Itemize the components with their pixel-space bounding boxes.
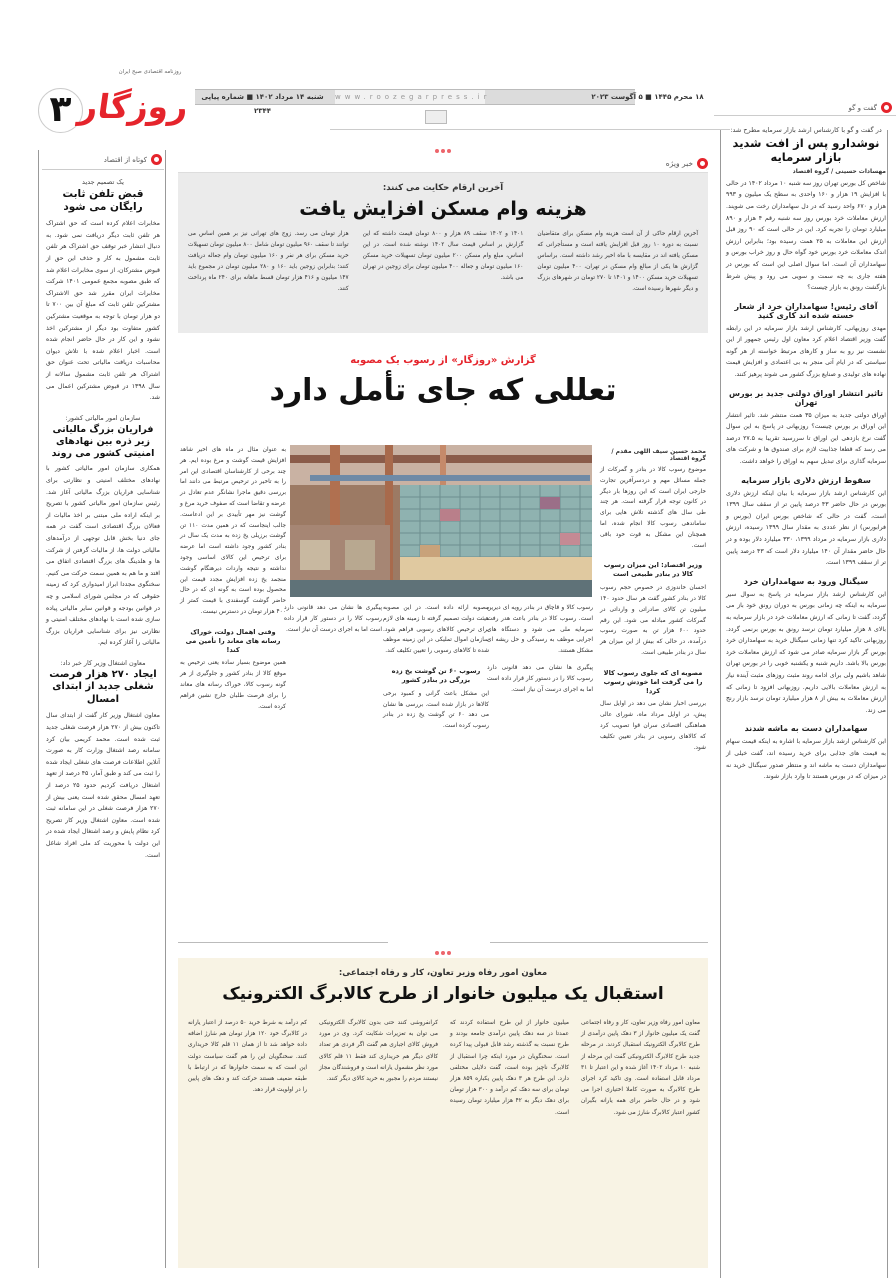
article-kicker: یک تصمیم جدید bbox=[82, 178, 124, 186]
article-subhead: مصوبه ای که جلوی رسوب کالا را می گرفت اما خودش رسوب کرد! bbox=[603, 668, 703, 695]
special-news-headline[interactable]: هزینه وام مسکن افزایش یافت bbox=[299, 198, 587, 220]
article-body: به عنوان مثال در ماه های اخیر شاهد افزایش قیمت گوشت و مرغ بوده ایم. هر چند برخی از کارشناسان اقتصادی این امر را به تاخیر در ترخیص مرتبط می دانند اما بررسی دقیق ماجرا نشانگر عدم تعادل در عرضه و تقاضا است که صفوف خرید مرغ و گوشت نیز مهر تأییدی بر این ادعاست. جالب اینجاست که در همین مدت ۱۱۰ تن گوشت برزیلی یخ زده به مدت یک سال در بنادر کشور وجود داشته است اما عرضه برای ترخیص این کالای اساسی وجود نداشته و نتیجه واردات دیرهنگام گوشت منجمد یخ زده افزایش مجدد قیمت این محصول بوده است به گونه ای که در حال حاضر گوشت گوسفندی با قیمت کمتر از ۴۰۰ هزار تومان در دسترس نیست. bbox=[180, 447, 286, 615]
special-news-column: ۱۴۰۱ و ۱۴۰۲ سقف ۸۹ هزار و ۸۰۰ تومان قیمت داشته که این گزارش بر اساس قیمت سال ۱۴۰۲ نوشته شده است. در این اساس، مبلغ وام مسکن ۲۰۰ میلیون تومان تسهیلات خرید مسکن ۱۶۰ میلیون تومان و جعاله ۴۰۰ میلیون تومان برای زوجین در تهران می باشد. bbox=[362, 231, 524, 281]
container-ship-photo bbox=[290, 445, 592, 597]
newspaper-tagline: روزنامه اقتصادی صبح ایران bbox=[118, 69, 182, 75]
article-body: این کارشناس ارشد بازار سرمایه با بیان اینکه ارزش دلاری بورس در حال حاضر ۴۳ درصد پایین تر از سقف سال ۱۳۹۹ است، گفت در حالی که شاخص بورس ایران (بورس و فرابورس) از نظر عددی به مقدار سال ۱۳۹۹ رسیده، ارزش دلاری بازار سرمایه در مرداد ۱۳۹۹، ۳۳۰ میلیارد دلار بوده و در حال حاضر مقدار آن ۱۴۰ میلیارد دلار است که ۴۳ درصد پایین تر از سقف ۱۳۹۹ است. bbox=[726, 489, 887, 567]
newspaper-thumbnail-icon bbox=[425, 110, 447, 124]
bottom-feature-columns bbox=[188, 1018, 700, 1263]
special-news-columns bbox=[188, 229, 698, 327]
article-subhead: رسوب ۶۰ تن گوشت یخ زده بزرگی در بنادر کشور bbox=[391, 666, 481, 684]
main-report-column-right bbox=[600, 445, 706, 753]
page-number: ۳ bbox=[38, 88, 83, 133]
section-divider bbox=[178, 942, 388, 943]
article-body: معاون اشتغال وزیر کار گفت از ابتدای سال تاکنون بیش از ۲۷۰ هزار فرصت شغلی جدید ثبت شده است. محمد کریمی بیان کرد سامانه رصد اشتغال وزارت کار به صورت آنلاین اطلاعات فرصت های شغلی ایجاد شده را ثبت می کند و طبق آمار، ۴۵ درصد از تعهد اشتغال دریافت کردیم حدود ۲۵ درصد از تعهد امسال محقق شده است یعنی بیش از ۲۷۰ هزار فرصت شغلی در این سامانه ثبت شده است. معاون اشتغال وزیر کار تصریح کرد نظام پایش و رصد اشتغال ایجاد شده در این دولت با محوریت کد ملی افراد شاغل است. bbox=[46, 712, 160, 859]
right-column-content bbox=[714, 116, 896, 783]
article-subhead: سیگنال ورود به سهامداران خرد bbox=[743, 576, 869, 586]
left-column-content bbox=[42, 170, 164, 861]
article-body: مخابرات اعلام کرده است که حق اشتراک هر تلفن ثابت دیگر دریافت نمی شود. به دنبال انتشار خبر توقف حق اشتراک هر تلفن ثابت مشمول به کار و حذف این حق از قبوض مشترکان، از سوی مخابرات اعلام شد که طبق مصوبه مجمع عمومی ۱۴۰۱ شرکت مخابرات ایران مقرر شد حق الاشتراک مشترکین تلفن ثابت که مبلغ آن بین ۷۰۰ تا دو هزار تومان با توجه به موقعیت مشترکین کشور متفاوت بود دیگر از مشترکین اخذ نشود و این کار در حال حاضر انجام شده است. اخبار اعلام شده با تلاش دیوان محاسبات دریافت مالیاتی تحت عنوان حق اشتراک هر تلفن ثابت مشمول سالانه از سال ۱۳۹۸ در قبوض مشترکین اعمال می شد. bbox=[46, 220, 160, 402]
decorative-dots-icon bbox=[422, 138, 452, 142]
main-report-kicker: گزارش «روزگار» از رسوب یک مصوبه bbox=[350, 355, 536, 366]
divider-dots-icon bbox=[420, 940, 466, 945]
section-header-goftogoo bbox=[714, 100, 896, 116]
section-header-short-economy bbox=[42, 150, 164, 170]
article-body: همین موضوع بسیار ساده یعنی ترخیص به موقع کالا از بنادر کشور و جلوگیری از هر گونه رسوب کالا، خوراک رسانه های معاند را برای فرصت طلبان خارج نشین فراهم کرده است. bbox=[180, 660, 286, 710]
section-bullet-icon bbox=[697, 158, 708, 169]
article-headline[interactable]: فراریان بزرگ مالیاتی زیر ذره بین نهادهای امنیتی کشور می روند bbox=[51, 423, 155, 459]
bottom-feature-column: کم درآمد به شرط خرید ۵۰ درصد از اعتبار یارانه در کالابرگ خود ۱۲۰ هزار تومان هم شارژ اضافه داده خواهد شد تا از همان ۱۱ قلم کالا خریداری کنند. سخنگویان این را هم گفت سیاست دولت این است که به سمت خانوارها که در ارتباط با طبقه ضعیف هستند حرکت کند و دهک های پایین را در اولویت قرار دهد. bbox=[188, 1020, 308, 1094]
left-column bbox=[42, 150, 164, 861]
section-label: خبر ویژه bbox=[665, 159, 693, 168]
website-link[interactable]: www.roozegarpress.ir bbox=[335, 90, 485, 104]
article-subhead: تاثیر انتشار اوراق دولتی جدید بر بورس تهران bbox=[728, 388, 884, 407]
bottom-feature-column: کرانفروشی کنند حتی بدون کالابرگ الکترونیکی می توان به تعزیرات شکایت کرد. وی در مورد فروش کالای اجباری هم گفت اگر فردی هر تعداد کالای دیگر هم خریداری کند فقط ۱۱ قلم کالای مورد نظر مشمول یارانه است و فروشندگان مجاز نیستند مردم را مجبور به خرید کالای دیگر کنند. bbox=[319, 1020, 438, 1083]
special-news-column: آخرین ارقام حاکی از آن است هزینه وام مسکن برای متقاضیان نسبت به دوره ۱۰ روز قبل افزایش یافته است و مستأجرانی که مسکن یافته اند در مقایسه با ماه اخیر رشد داشته است. براساس گزارش ها یکی از مبالغ وام مسکن در تهران، ۴۰۰ میلیون تومان تسهیلات خرید مسکن ۱۴۰۰ و ۱۴۰۱ تا ۲۷۰ تومان در شهرهای بزرگ و دیگر شهرها رسیده است. bbox=[537, 231, 699, 292]
article-body: همکاری سازمان امور مالیاتی کشور با نهادهای مختلف امنیتی و نظارتی برای شناسایی فراریان بزرگ مالیاتی آغاز شد. رئیس سازمان امور مالیاتی کشور با تصریح بر اینکه اراده ملی مبتنی بر اخذ مالیات از فعالان بزرگ اقتصادی است گفت در همه جای دنیا بخش قابل توجهی از درآمدهای مالیاتی دولت ها، از مالیات گرفتن از شرکت ها و هلدینگ های بزرگ اقتصادی اتفاق می افتد و ما هم به همین سمت حرکت می کنیم. سخنگوی مجددا ابراز امیدواری کرد که زمینه حقوقی که در مجلس شورای اسلامی و چه در قوانین بودجه و قوانین سایر مالیاتی پیاده سازی شده است با نهادهای مختلف امنیتی و نظارتی نیز برای شناسایی فراریان بزرگ مالیاتی را آغاز کرده ایم. bbox=[46, 465, 160, 647]
article-body: این مشکل باعث گرانی و کمبود برخی کالاها در بازار شده است. بررسی ها نشان می دهد ۶۰ تن گوشت یخ زده در بنادر رسوب کرده است. bbox=[383, 690, 489, 730]
bottom-feature-headline[interactable]: استقبال یک میلیون خانوار از طرح کالابرگ الکترونیک bbox=[222, 984, 664, 1004]
article-body: موضوع رسوب کالا در بنادر و گمرکات از جمله مسائل مهم و دردسرآفرین تجارت خارجی ایران است که این روزها بار دیگر در کانون توجه قرار گرفته است. هر چند طی سال های گذشته تلاش هایی برای ساماندهی رسوب کالا انجام شده، اما همچنان این مشکل به قوت خود باقی است. bbox=[600, 467, 706, 549]
article-body: این کارشناس ارشد بازار سرمایه در پاسخ به سوال سیر سرمایه به اینکه چه زمانی بورس به دوران رونق خود باز می گردد، گفت تا زمانی که ارزش معاملات خرد در بازار سرمایه به بالای ۸ هزار میلیارد تومان نرسد رونق به بورس برنمی گردد. روزبهانی تاکید کرد تنها زمانی سیگنال خرید به سهامداران خرد بورس گر بازار سرمایه صادر می شود که ارزش معاملات خرد بورس بالا باشد. داریم شنبه و یکشنبه خوبی را در بورس تهران شاهد باشیم ولی برای ادامه روند مثبت روزهای مثبت آینده نیاز به ارزش معاملات بالایی داریم. روزبهانی افزود تا زمانی که ارزش معاملات به بیش از ۸ هزار میلیارد تومان نرسد بازار رنج می زند. bbox=[726, 590, 886, 714]
right-column bbox=[714, 100, 896, 783]
bottom-feature-column: میلیون خانوار از این طرح استفاده کردند که عمدتا در سه دهک پایین درآمدی جامعه بودند و طرح نسبت به گذشته رشد قابل قبولی پیدا کرده است. سخنگویان در مورد اینکه چرا استقبال از کالابرگ ناچیز بوده است، گفت دلایلی مختلفی دارد. این طرح هر ۳ دهک پایین یکباره ۸۵۹ هزار تومان برای سه دهک کم درآمد و ۳۰۰ هزار تومان برای دهک دیگر به ۴۲ هزار میلیارد تومان رسیده است. bbox=[450, 1020, 569, 1116]
issue-date: شنبه ۱۴ مرداد ۱۴۰۲ ■ شماره پیاپی ۲۳۴۴ bbox=[201, 93, 324, 115]
article-subhead: وزیر اقتصاد: این میزان رسوب کالا در بنادر طبیعی است bbox=[603, 561, 703, 579]
article-byline: محمد حسین سیف اللهی مقدم / گروه اقتصاد bbox=[611, 448, 706, 462]
article-byline: مهسادات حسینی / گروه اقتصاد bbox=[792, 167, 886, 175]
article-headline[interactable]: ایجاد ۲۷۰ هزار فرصت شغلی جدید از ابتدای امسال bbox=[49, 668, 157, 705]
masthead-rule bbox=[330, 129, 730, 130]
article-subhead: سهامداران دست به ماشه شدند bbox=[744, 724, 868, 734]
article-body: مصوبه ارائه داده است. در این مصوبه هیئت دولت تصمیم گرفته تا زمینه های لازم برای ترخیص کالاهای رسوبی فراهم شود. سازمان اموال تملیکی در این زمینه موظف شده تا کالاهای رسوبی را تعیین تکلیف کند. bbox=[383, 605, 489, 655]
bottom-feature-column: معاون امور رفاه وزیر تعاون، کار و رفاه اجتماعی گفت یک میلیون خانوار از ۳ دهک پایین درآمدی از طرح کالابرگ الکترونیک استقبال کردند. در مرحله جدید طرح کالابرگ الکترونیکی گفت این مرحله از شنبه ۱۰ مرداد ۱۴۰۲ آغاز شده و این اعتبار تا ۳۱ مرداد قابل استفاده است. وی تاکید کرد اجرای طرح کالابرگ به صورت کاملا اختیاری اجرا می شود و در حال حاضر برای همه یارانه بگیران کشور اعتبار کالابرگ شارژ می شود. bbox=[581, 1020, 701, 1116]
main-report-column-left-2 bbox=[284, 603, 382, 635]
article-headline[interactable]: نوشدارو پس از افت شدید بازار سرمایه bbox=[732, 136, 880, 165]
article-body: احسان خاندوزی در خصوص حجم رسوب کالا در بنادر کشور گفت هر سال حدود ۱۴۰ میلیون تن کالای صادراتی و وارداتی در گمرکات کشور مبادله می شود. این رقم حدود ۶۰۰ هزار تن به صورت رسوب درآمده، در حالی که بیش از این میزان هر سال در بنادر طبیعی است. bbox=[600, 585, 706, 656]
section-header-special-news bbox=[178, 155, 708, 173]
article-body: بررسی اخبار نشان می دهد در اوایل سال پیش، در اوایل مرداد ماه، شورای عالی هماهنگی اقتصادی سران قوا تصویب کرد که کالاهای رسوبی در بنادر تعیین تکلیف شود. bbox=[600, 701, 706, 751]
section-divider bbox=[490, 942, 708, 943]
article-body: مهدی روزبهانی، کارشناس ارشد بازار سرمایه در این رابطه گفت وزیر اقتصاد اعلام کرد معاون اول رئیس جمهور از این نشست نیز رو به ساز و کارهای مرتبط خواسته از هر گونه سیاستی که در ایام آتی منجر به بی اعتمادی و افزایش قیمت نهاده های تولیدی و صنایع بزرگ کشور می شوند پرهیز کنند. bbox=[726, 324, 886, 379]
article-body: رسوب کالا و قاچاق در بنادر رویه ای دیرین است. رسوب کالا در بنادر باعث هدر رفت سرمایه ملی می شود و دستگاه های اجرایی موظف به رسیدگی و حل ریشه ای مشکل هستند. bbox=[487, 605, 593, 655]
article-body: پیگیری ها نشان می دهد قانونی دارد رسوب کالا را در دستور کار قرار داده است اما به اجرای درست آن نیاز است. bbox=[487, 664, 593, 693]
hijri-gregorian-date: ۱۸ محرم ۱۴۴۵ ■ ۵ آگوست ۲۰۲۳ bbox=[591, 93, 704, 101]
section-bullet-icon bbox=[881, 102, 892, 113]
article-kicker: سازمان امور مالیاتی کشور: bbox=[65, 413, 141, 422]
main-report-column-center bbox=[383, 603, 489, 732]
article-subhead: وقتی اهمال دولت، خوراک رسانه های معاند را تأمین می کند! bbox=[185, 627, 281, 654]
article-headline[interactable]: قبض تلفن ثابت رایگان می شود bbox=[62, 188, 144, 214]
main-report-column-mid bbox=[487, 603, 593, 695]
main-report-headline[interactable]: تعللی که جای تأمل دارد bbox=[269, 373, 617, 408]
section-label: گفت و گو bbox=[848, 103, 877, 112]
article-kicker: معاون اشتغال وزیر کار خبر داد: bbox=[60, 658, 146, 667]
article-subhead: آقای رئیس! سهامداران خرد از شعار خسته شده اند کاری کنید bbox=[734, 301, 878, 320]
article-body: این کارشناس ارشد بازار سرمایه با اشاره به اینکه قیمت سهام به قیمت های جذابی برای خرید رسیده اند، گفت خیلی از سهامداران دست به ماشه اند و منتظر صدور سیگنال خرید نه در میزان که در بورس هستند تا وارد بازار شوند. bbox=[726, 738, 886, 781]
article-body: اوراق دولتی جدید به میزان ۳۵ همت منتشر شد. تاثیر انتشار این اوراق بر بورس چیست؟ روزبهانی در پاسخ به این سوال گفت نرخ بازدهی این اوراق تا سررسید تقریبا به ۲۷.۵ درصد می رسد که قطعا جذابیت لازم برای صندوق ها و شرکت های سرمایه گذاری برای تبدیل سهم به اوراق را خواهد داشت. bbox=[726, 411, 886, 466]
article-body: شاخص کل بورس تهران روز سه شنبه ۱۰ مرداد ۱۴۰۲ در حالی با افزایش ۱۹ هزار و ۱۶۰ واحدی به سطح یک میلیون و ۹۹۳ هزار و ۶۷۰ واحد رسید که در دل سهامداران رخت می شویند. ارزش معاملات خرد بورس روز سه شنبه رقم ۴ هزار و ۸۹۰ میلیارد تومان را تجربه کرد. این در حالی است که ۹۰ روز قبل ارزش این معاملات به ۲۵ همت رسیده بود؛ بنابراین ارزش اندک معاملات خرد بورس خود گواه حال و روز خراب بورس و سهامداران آن است. اما سوال اصلی این است که بورس در هفته جاری به چه سمت و سویی می رود و پیش شرط بازگشت رونق به بازار چیست؟ bbox=[726, 179, 886, 292]
article-kicker: در گفت و گو با کارشناس ارشد بازار سرمایه مطرح شد: bbox=[730, 126, 882, 134]
article-subhead: سقوط ارزش دلاری بازار سرمایه bbox=[741, 475, 871, 485]
article-body: پیگیری ها نشان می دهد قانونی دارد رسوب کالا را در دستور کار قرار داده است اما به اجرای درست آن نیاز است. bbox=[284, 605, 382, 633]
bottom-feature-kicker: معاون امور رفاه وزیر تعاون، کار و رفاه اجتماعی: bbox=[338, 968, 548, 978]
special-news-kicker: آخرین ارقام حکایت می کنند: bbox=[382, 183, 504, 193]
special-news-column: هزار تومان می رسد. زوج های تهرانی نیز بر همین اساس می توانند تا سقف ۹۶۰ میلیون تومان شامل ۸۰۰ میلیون تومان تسهیلات خرید مسکن برای هر نفر و ۱۶۰ میلیون تومان وام جعاله دریافت کنند؛ بنابراین زوجین باید ۱۶۰ و ۲۸۰ میلیون تومان در مجموع باید ۱۴۷ میلیون و ۴۱۶ هزار تومان قسط ماهانه برای ۲۴۰ ماه پرداخت کنند. bbox=[187, 231, 349, 292]
section-label: کوتاه از اقتصاد bbox=[103, 155, 147, 164]
newspaper-logo[interactable]: روزگار bbox=[76, 87, 191, 126]
main-report-column-left bbox=[180, 445, 286, 712]
container-ship-illustration bbox=[290, 445, 592, 597]
section-bullet-icon bbox=[151, 154, 162, 165]
